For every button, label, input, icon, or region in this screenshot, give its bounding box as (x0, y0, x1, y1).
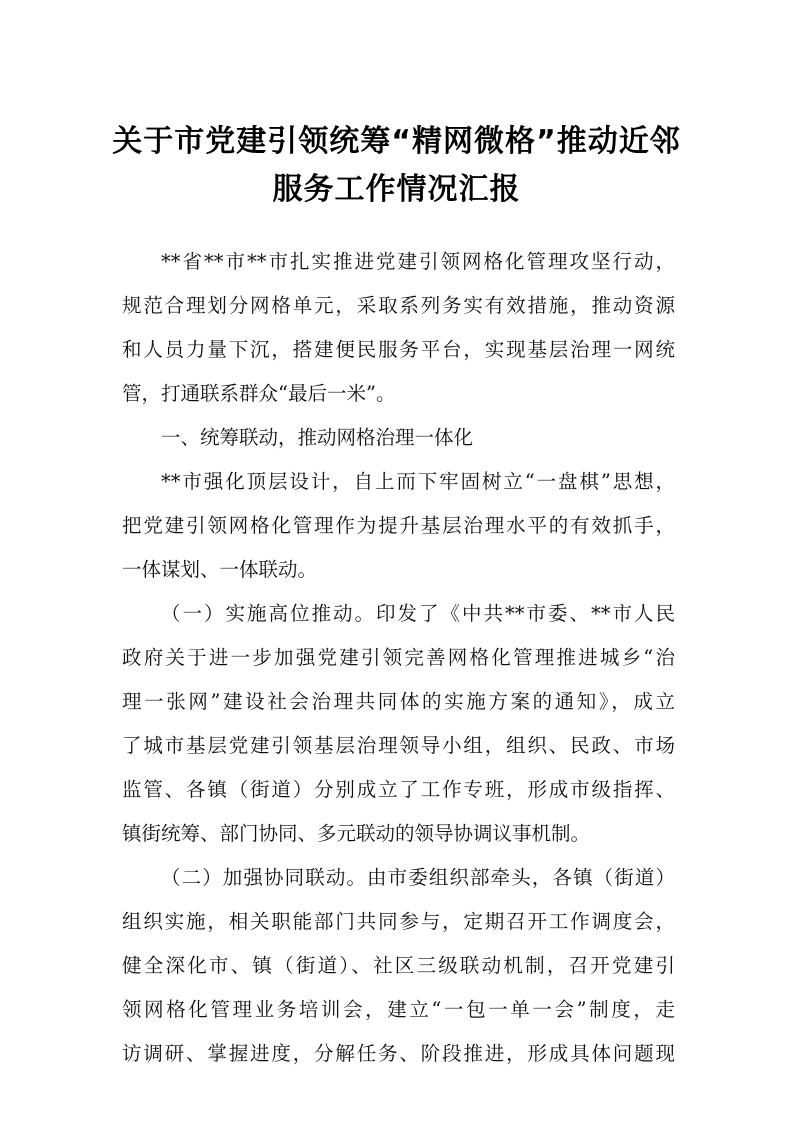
paragraph-line: （一）实施高位推动。印发了《中共**市委、**市人民 (161, 602, 675, 625)
paragraph-line: 监管、各镇（街道）分别成立了工作专班，形成市级指挥、 (122, 778, 675, 801)
document-title-line-1: 关于市党建引领统筹“精网微格”推动近邻 (112, 124, 681, 159)
paragraph-line: 把党建引领网格化管理作为提升基层治理水平的有效抓手， (122, 514, 675, 537)
section-heading: 一、统筹联动，推动网格治理一体化 (161, 426, 474, 449)
paragraph-line: **市强化顶层设计，自上而下牢固树立“一盘棋”思想， (161, 470, 675, 493)
paragraph-line: 组织实施，相关职能部门共同参与，定期召开工作调度会， (122, 910, 675, 933)
paragraph-line: 了城市基层党建引领基层治理领导小组，组织、民政、市场 (122, 734, 675, 757)
paragraph-line: 健全深化市、镇（街道）、社区三级联动机制，召开党建引 (122, 954, 675, 977)
paragraph-line: 规范合理划分网格单元，采取系列务实有效措施，推动资源 (122, 294, 675, 317)
paragraph-line: （二）加强协同联动。由市委组织部牵头，各镇（街道） (161, 866, 675, 889)
paragraph-line: 一体谋划、一体联动。 (122, 558, 318, 581)
paragraph-line: 领网格化管理业务培训会，建立“一包一单一会”制度，走 (122, 998, 675, 1021)
paragraph-line: 和人员力量下沉，搭建便民服务平台，实现基层治理一网统 (122, 338, 675, 361)
paragraph-line: 理一张网”建设社会治理共同体的实施方案的通知》，成立 (122, 690, 675, 713)
paragraph-line: **省**市**市扎实推进党建引领网格化管理攻坚行动， (161, 250, 675, 273)
paragraph-line: 访调研、掌握进度，分解任务、阶段推进，形成具体问题现 (122, 1042, 675, 1065)
document-title-line-2: 服务工作情况汇报 (272, 172, 521, 207)
paragraph-line: 政府关于进一步加强党建引领完善网格化管理推进城乡“治 (122, 646, 675, 669)
paragraph-line: 镇街统筹、部门协同、多元联动的领导协调议事机制。 (122, 822, 591, 845)
paragraph-line: 管，打通联系群众“最后一米”。 (122, 382, 396, 405)
